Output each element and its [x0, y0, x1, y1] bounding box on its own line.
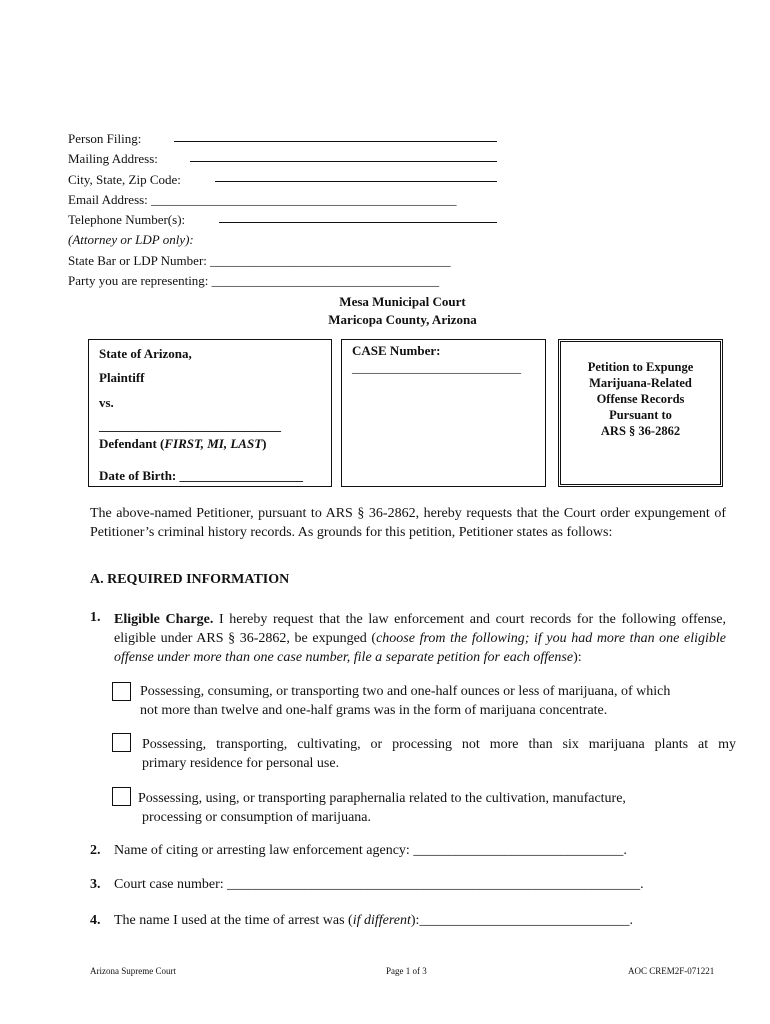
city-state-zip-label: City, State, Zip Code:	[68, 172, 181, 187]
petition-title	[561, 359, 720, 439]
telephone-label: Telephone Number(s):	[68, 212, 186, 227]
parties-box	[88, 339, 332, 487]
item-3-number: 3.	[90, 877, 101, 892]
court-case-number-field[interactable]: Court case number: ___________________________________________________________.	[114, 877, 644, 892]
court-name: Mesa Municipal Court	[339, 294, 466, 309]
petition-title-box	[558, 339, 723, 487]
form-code: AOC CREM2F-071221	[628, 966, 715, 976]
email-field[interactable]: Email Address: _______________________________________________	[68, 192, 457, 207]
item-1-text: Eligible Charge. I hereby request that the law enforcement and court records for the following offense, eligible under ARS § 36-2862, be expunged (choose from the following; if you had more than one eligible offense under more than one case number, file a separate petition for each offense):	[114, 612, 726, 665]
date-of-birth-field[interactable]: Date of Birth: ___________________	[99, 468, 304, 483]
title-line-4: Pursuant to	[609, 408, 672, 422]
case-number-box	[341, 339, 546, 487]
mailing-address-line[interactable]	[190, 161, 497, 162]
attorney-note: (Attorney or LDP only):	[68, 232, 194, 247]
option-2-checkbox[interactable]	[112, 733, 131, 752]
city-state-zip-line[interactable]	[215, 181, 497, 182]
person-filing-line[interactable]	[174, 141, 497, 142]
item-2-number: 2.	[90, 843, 101, 858]
option-2-text: Possessing, transporting, cultivating, or processing not more than six marijuana plants at my primary residence for personal use.	[142, 737, 736, 771]
title-line-2: Marijuana-Related	[589, 376, 692, 390]
option-3-checkbox[interactable]	[112, 787, 131, 806]
agency-field[interactable]: Name of citing or arresting law enforcement agency: ______________________________.	[114, 843, 627, 858]
case-number-field[interactable]: __________________________	[352, 360, 521, 375]
telephone-line[interactable]	[219, 222, 497, 223]
defendant-label: Defendant (FIRST, MI, LAST)	[99, 436, 267, 451]
mailing-address-label: Mailing Address:	[68, 151, 158, 166]
footer-left: Arizona Supreme Court	[90, 966, 176, 976]
option-3-text: Possessing, using, or transporting paraphernalia related to the cultivation, manufacture, processing or consumption of marijuana.	[138, 791, 626, 825]
item-1-title: Eligible Charge.	[114, 612, 214, 627]
option-1-checkbox[interactable]	[112, 682, 131, 701]
intro-paragraph: The above-named Petitioner, pursuant to ARS § 36-2862, hereby requests that the Court order expungement of Petitioner’s criminal history records. As grounds for this petition, Petitioner states as follows:	[90, 506, 726, 540]
court-county: Maricopa County, Arizona	[328, 312, 477, 327]
title-line-3: Offense Records	[596, 392, 685, 406]
defendant-line[interactable]: ____________________________	[99, 418, 281, 433]
name-at-arrest-field[interactable]: The name I used at the time of arrest was (if different):______________________________.	[114, 913, 633, 928]
option-1-text: Possessing, consuming, or transporting two and one-half ounces or less of marijuana, of which not more than twelve and one-half grams was in the form of marijuana concentrate.	[140, 684, 671, 718]
title-line-1: Petition to Expunge	[587, 360, 694, 374]
item-1-number: 1.	[90, 610, 101, 625]
plaintiff-label: Plaintiff	[99, 370, 145, 385]
title-line-5: ARS § 36-2862	[600, 424, 681, 438]
state-bar-field[interactable]: State Bar or LDP Number: _____________________________________	[68, 253, 451, 268]
section-a-heading: A. REQUIRED INFORMATION	[90, 572, 290, 587]
state-of-arizona: State of Arizona,	[99, 346, 192, 361]
party-field[interactable]: Party you are representing: ___________________________________	[68, 273, 440, 288]
case-number-label: CASE Number:	[352, 343, 441, 358]
vs-label: vs.	[99, 395, 114, 410]
page-number: Page 1 of 3	[386, 966, 427, 976]
item-4-number: 4.	[90, 913, 101, 928]
person-filing-label: Person Filing:	[68, 131, 142, 146]
